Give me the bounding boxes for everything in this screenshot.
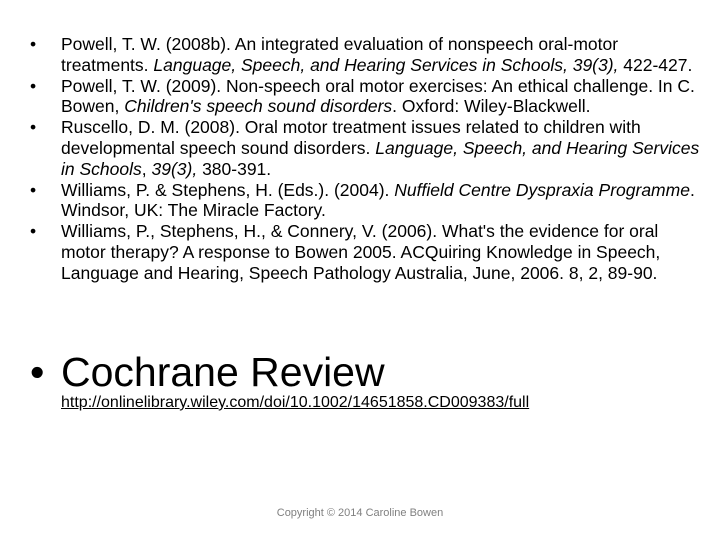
reference-tail: . Windsor, UK: The Miracle Factory. (61, 179, 695, 221)
reference-journal: Language, Speech, and Hearing Services in Schools (61, 137, 700, 179)
section-title: Cochrane Review (61, 349, 385, 395)
bullet-icon: • (30, 117, 37, 138)
reference-tail: . Oxford: Wiley-Blackwell. (392, 96, 591, 117)
section-heading (30, 348, 702, 396)
reference-journal: Language, Speech, and Hearing Services in Schools, 39(3), (153, 54, 619, 75)
bullet-icon: • (30, 34, 37, 54)
reference-text: Powell, T. W. (2009). Non-speech oral motor exercises: An ethical challenge. In C. Bowen, (61, 75, 695, 117)
reference-list (30, 34, 702, 284)
reference-item (30, 76, 702, 118)
reference-text: Williams, P., Stephens, H., & Connery, V. (2006). What's the evidence for oral motor therapy? A response to Bowen 2005. ACQuiring Knowledge in Speech, Language and Hearing, Speech Pathology Australia, June, 2006. 8, 2, 89-90. (61, 221, 661, 283)
reference-item (30, 117, 702, 179)
section-heading-block (30, 348, 702, 396)
reference-title: Nuffield Centre Dyspraxia Programme (394, 179, 690, 200)
bullet-icon: • (30, 221, 37, 242)
reference-book: Children's speech sound disorders (124, 96, 393, 117)
bullet-icon: • (30, 349, 45, 395)
reference-item (30, 180, 702, 222)
reference-comma: , (141, 158, 152, 179)
reference-item (30, 34, 702, 76)
reference-text: Williams, P. & Stephens, H. (Eds.). (2004). (61, 179, 395, 200)
copyright-footer: Copyright © 2014 Caroline Bowen (276, 507, 444, 519)
bullet-icon: • (30, 75, 37, 96)
reference-item (30, 221, 702, 283)
bullet-icon: • (30, 179, 37, 200)
reference-tail: 422-427. (618, 54, 693, 75)
reference-pages: 380-391. (197, 158, 272, 179)
cochrane-review-link[interactable]: http://onlinelibrary.wiley.com/doi/10.1002/14651858.CD009383/full (61, 394, 530, 411)
reference-text: Powell, T. W. (2008b). An integrated evaluation of nonspeech oral-motor treatments. (61, 34, 619, 75)
reference-text: Ruscello, D. M. (2008). Oral motor treatment issues related to children with developmental speech sound disorders. (61, 117, 641, 158)
reference-volume: 39(3), (151, 158, 198, 179)
